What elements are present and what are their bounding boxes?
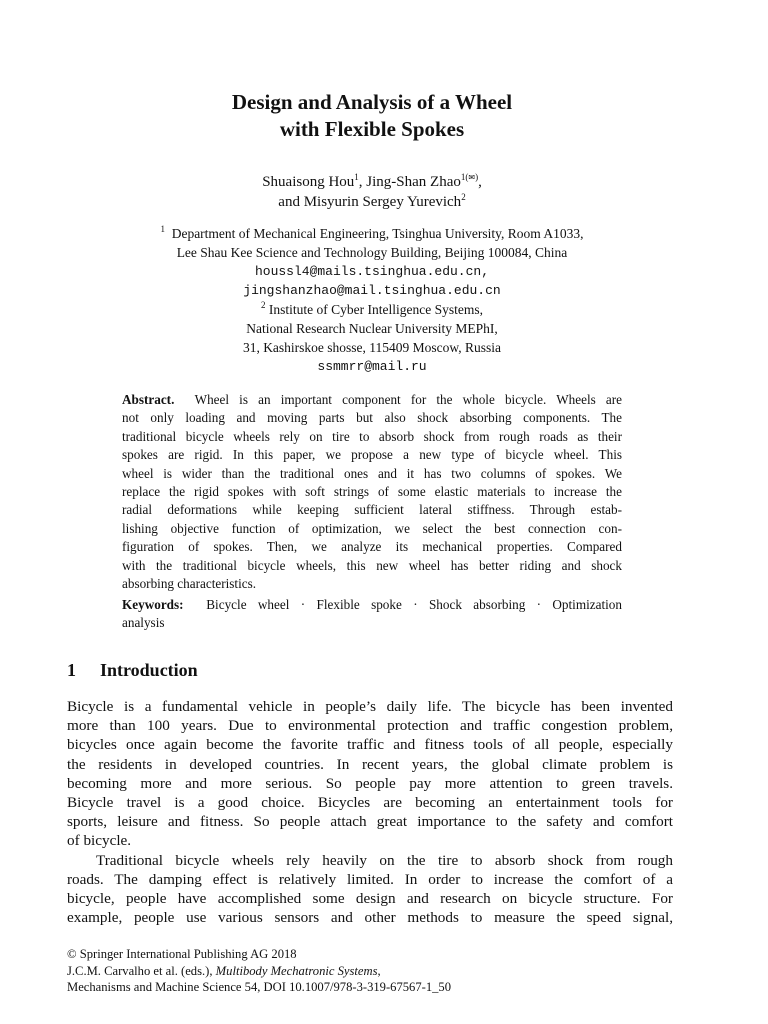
paper-title xyxy=(0,89,744,143)
author-line-2 xyxy=(0,192,744,212)
abstract-line: lishing objective function of optimization, we select the best connection con- xyxy=(122,520,622,536)
keywords-label: Keywords: xyxy=(122,597,184,612)
affiliations xyxy=(0,224,744,376)
body-line: bicycle, people have accomplished some design and research on bicycle structure. For xyxy=(67,889,673,907)
affiliation-text: Department of Mechanical Engineering, Tsinghua University, Room A1033, xyxy=(171,226,584,241)
envelope-icon[interactable]: ✉ xyxy=(468,173,476,182)
abstract-line: traditional bicycle wheels rely on tire to absorb shock from rough roads as their xyxy=(122,428,622,444)
abstract xyxy=(122,391,622,593)
footer-doi[interactable]: Mechanisms and Machine Science 54, DOI 10.1007/978-3-319-67567-1_50 xyxy=(67,980,452,994)
body-line: becoming more and more serious. So people pay more attention to green travels. xyxy=(67,774,673,792)
author-name: Shuaisong Hou xyxy=(262,174,355,190)
email-link[interactable]: ssmmrr@mail.ru xyxy=(317,359,427,374)
title-line-2: with Flexible Spokes xyxy=(279,117,465,141)
body-line: the residents in developed countries. In recent years, the global climate problem is xyxy=(67,755,673,773)
body-line: example, people use various sensors and other methods to measure the speed signal, xyxy=(67,909,673,927)
footer-citation xyxy=(67,963,687,980)
author-separator: , xyxy=(478,174,482,190)
abstract-line: figuration of spokes. Then, we analyze its mechanical properties. Compared xyxy=(122,539,622,555)
keywords-text: Bicycle wheel · Flexible spoke · Shock absorbing · Optimization xyxy=(206,597,622,612)
body-line: sports, leisure and fitness. So people attach great importance to the safety and comfort xyxy=(67,813,673,831)
author-affil-sup-end: ) xyxy=(475,172,479,182)
abstract-line xyxy=(122,391,622,409)
footer-copyright: © Springer International Publishing AG 2018 xyxy=(67,947,297,961)
author-list xyxy=(0,172,744,212)
footer-punct: , xyxy=(377,963,381,978)
abstract-line: not only loading and moving parts but also shock absorbing components. The xyxy=(122,410,622,426)
abstract-line: spokes are rigid. In this paper, we propose a new type of bicycle wheel. This xyxy=(122,447,622,463)
author-name: and Misyurin Sergey Yurevich xyxy=(278,194,462,210)
abstract-label: Abstract. xyxy=(122,392,175,407)
author-affil-sup: 2 xyxy=(461,192,466,202)
email-link[interactable]: jingshanzhao@mail.tsinghua.edu.cn xyxy=(243,283,501,298)
keywords-line xyxy=(122,596,622,614)
keywords xyxy=(122,596,622,633)
affiliation-1-line-2: Lee Shau Kee Science and Technology Building, Beijing 100084, China xyxy=(176,245,568,260)
abstract-line: absorbing characteristics. xyxy=(122,575,257,591)
author-affil-sup-text: 1( xyxy=(460,172,469,182)
author-line-1 xyxy=(0,172,744,192)
keywords-line: analysis xyxy=(122,615,165,631)
title-line-1: Design and Analysis of a Wheel xyxy=(231,90,513,114)
abstract-line: replace the rigid spokes with soft strings of some elastic materials to increase the xyxy=(122,483,622,499)
author-affil-sup: 1 xyxy=(354,172,359,182)
author-name: Jing-Shan Zhao xyxy=(366,174,461,190)
body-line: Bicycle is a fundamental vehicle in people’s daily life. The bicycle has been invented xyxy=(67,698,673,715)
affiliation-text: Institute of Cyber Intelligence Systems, xyxy=(268,302,483,317)
abstract-line: with the traditional bicycle wheels, this new wheel has better riding and shock xyxy=(122,557,622,573)
author-separator: , xyxy=(358,174,367,190)
affiliation-1-line-1 xyxy=(0,224,744,243)
affiliation-number: 1 xyxy=(160,224,165,234)
footer-book-title: Multibody Mechatronic Systems xyxy=(215,963,378,978)
abstract-line: radial deformations while keeping sufficient lateral stiffness. Through estab- xyxy=(122,502,622,518)
affiliation-2-line-1 xyxy=(0,300,744,319)
body-text xyxy=(67,697,673,927)
section-heading xyxy=(67,660,198,681)
email-link[interactable]: houssl4@mails.tsinghua.edu.cn, xyxy=(254,264,490,279)
body-line: more than 100 years. Due to environmental protection and traffic congestion problem, xyxy=(67,717,673,735)
affiliation-number: 2 xyxy=(261,300,266,310)
body-line: roads. The damping effect is relatively limited. In order to increase the comfort of a xyxy=(67,870,673,888)
body-line: Bicycle travel is a good choice. Bicycles are becoming an entertainment tools for xyxy=(67,793,673,811)
abstract-text: Wheel is an important component for the whole bicycle. Wheels are xyxy=(194,392,622,407)
affiliation-2-line-2: National Research Nuclear University MEPhI, xyxy=(246,321,498,336)
body-line: of bicycle. xyxy=(67,832,132,850)
copyright-footer xyxy=(67,946,687,996)
footer-editors: J.C.M. Carvalho et al. (eds.), xyxy=(67,963,216,978)
author-affil-sup xyxy=(461,172,478,182)
section-title: Introduction xyxy=(100,660,198,680)
affiliation-2-line-3: 31, Kashirskoe shosse, 115409 Moscow, Russia xyxy=(242,340,502,355)
abstract-line: wheel is wider than the traditional ones and it has two columns of spokes. We xyxy=(122,465,622,481)
body-line: Traditional bicycle wheels rely heavily on the tire to absorb shock from rough xyxy=(96,851,673,869)
body-line: bicycles once again become the favorite traffic and fitness tools of all people, especially xyxy=(67,736,673,754)
section-number: 1 xyxy=(67,660,76,680)
